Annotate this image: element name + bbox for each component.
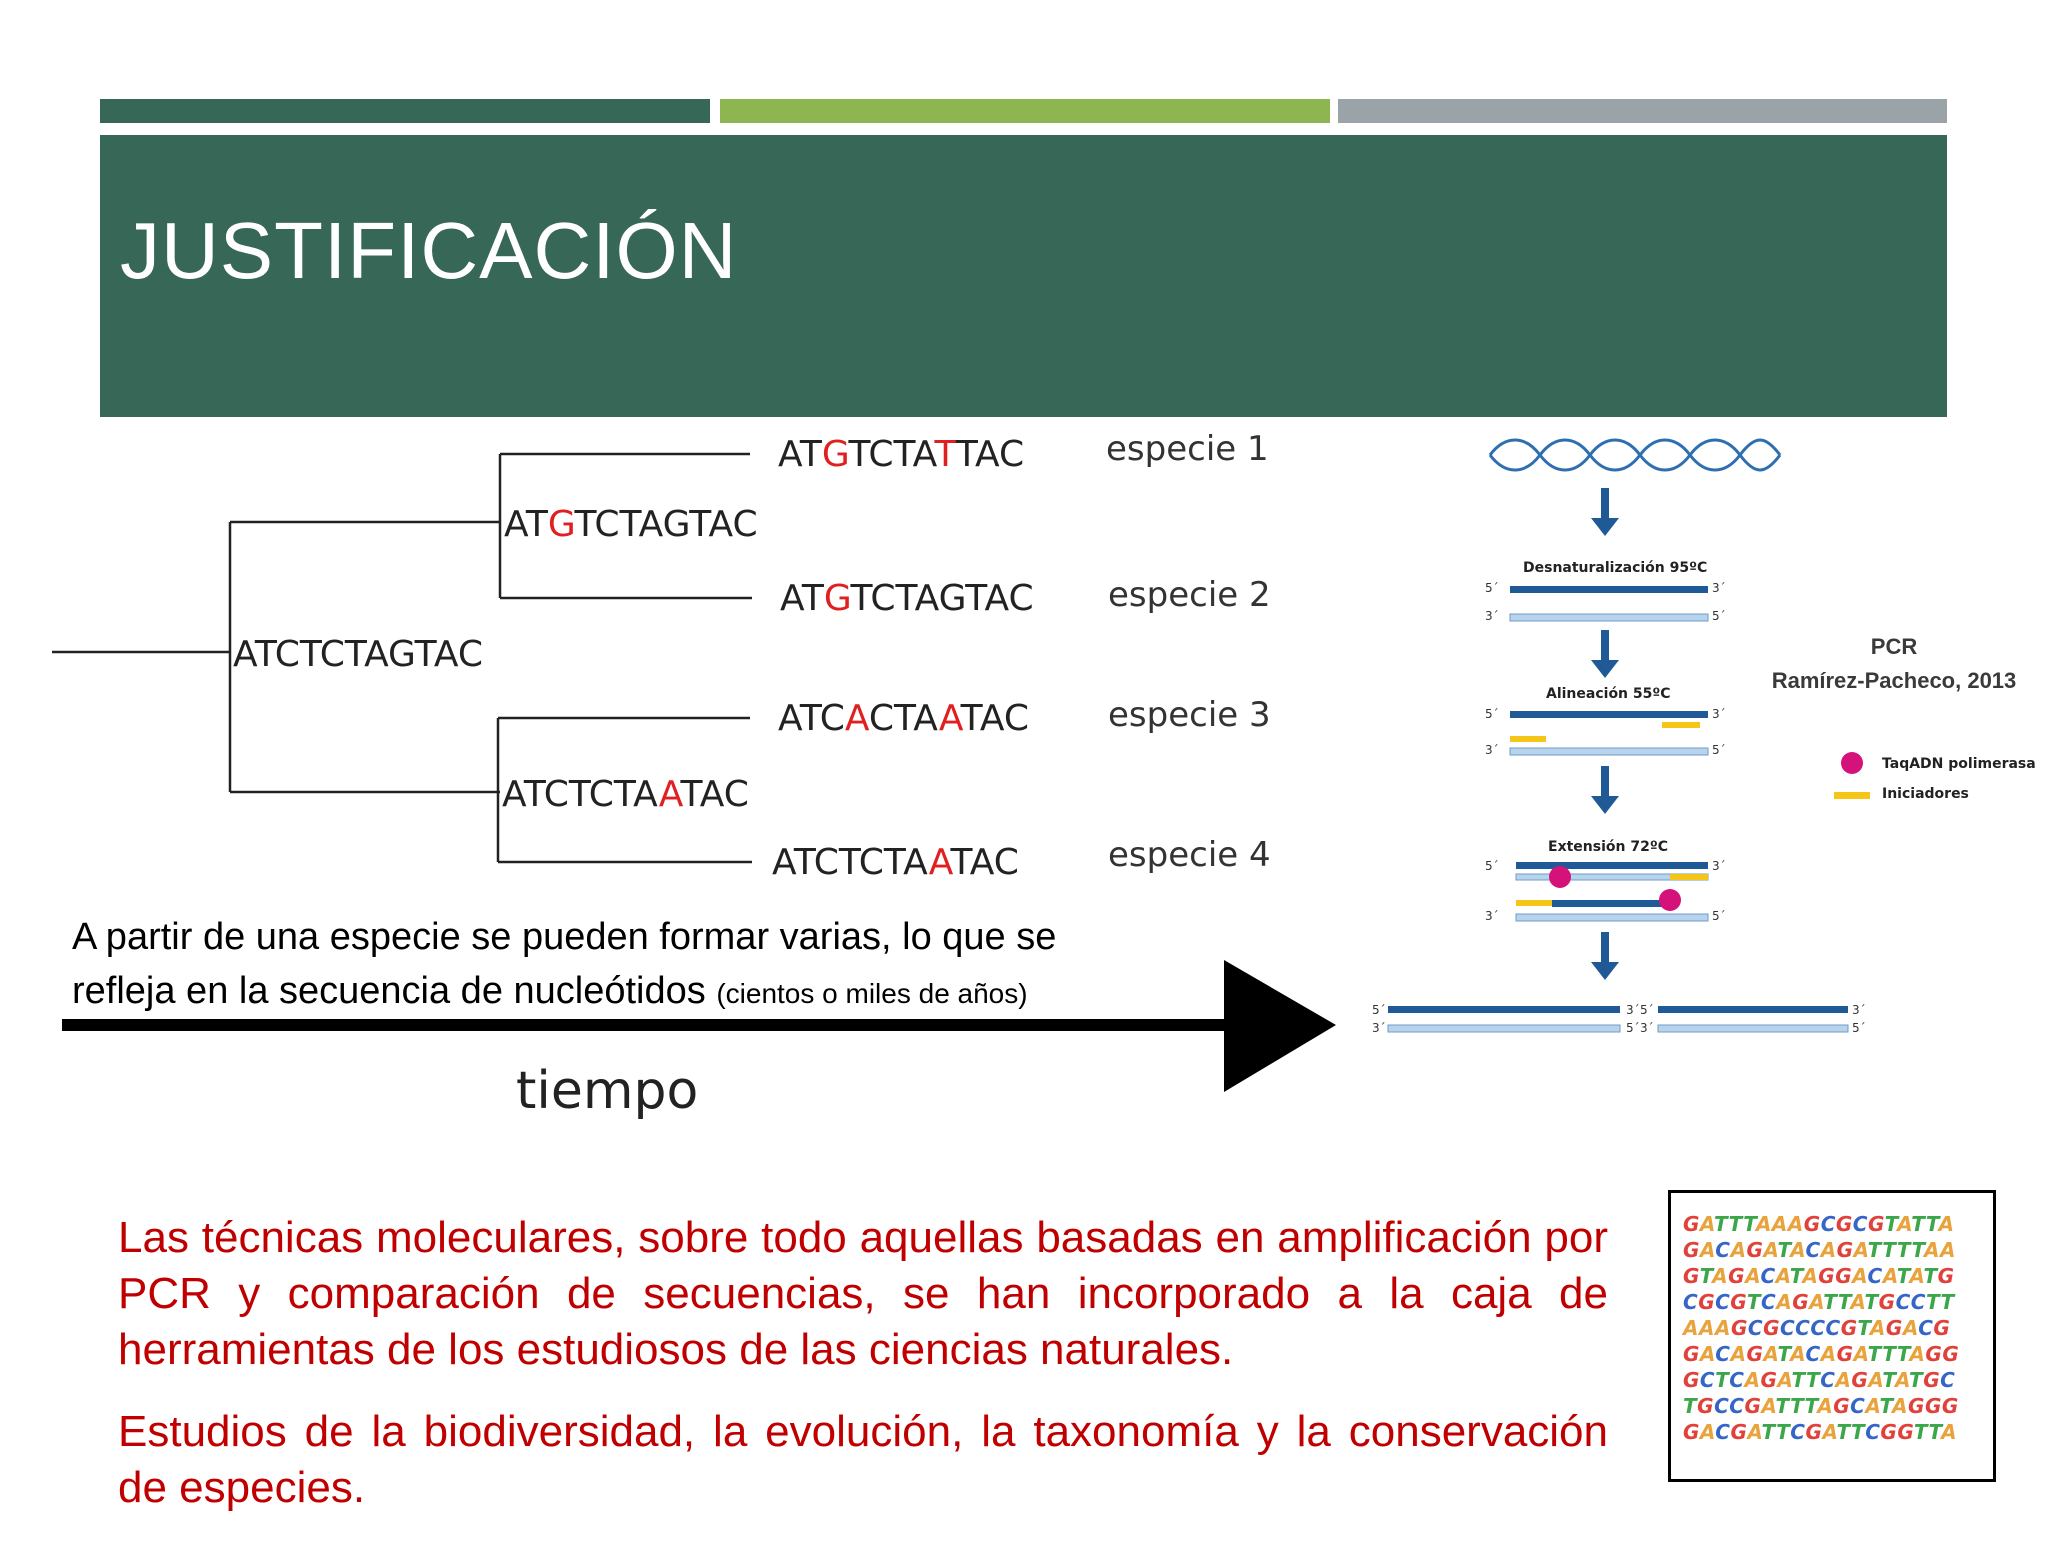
end-label: 5´ bbox=[1485, 581, 1499, 595]
end-label: 3´ bbox=[1852, 1003, 1866, 1017]
pcr-diagram bbox=[1340, 430, 2048, 1050]
end-label: 3´ bbox=[1712, 581, 1726, 595]
step-label-denaturation: Desnaturalización 95ºC bbox=[1523, 560, 1708, 576]
end-label: 3´ bbox=[1640, 1021, 1654, 1035]
caption-line-2 bbox=[72, 964, 1192, 1021]
legend-polymerase-label: TaqADN polimerasa bbox=[1882, 756, 2036, 772]
dna-sequence-line: GCTCAGATTCAGATATGC bbox=[1683, 1368, 1956, 1392]
strand-dark bbox=[1388, 1006, 1620, 1013]
leaf3-sequence: ATCACTAATAC bbox=[778, 698, 1029, 739]
caption-line-2-note: (cientos o miles de años) bbox=[716, 978, 1028, 1009]
pcr-step-arrow-3 bbox=[1591, 766, 1619, 814]
dna-double-helix bbox=[1490, 440, 1780, 470]
end-label: 3´ bbox=[1485, 909, 1499, 923]
time-arrow-head bbox=[1224, 960, 1336, 1092]
strand-dark bbox=[1552, 900, 1668, 907]
legend-primer-label: Iniciadores bbox=[1882, 786, 1969, 802]
dna-sequence-line: TGCCGATTTAGCATAGGG bbox=[1683, 1394, 1959, 1418]
taq-polymerase bbox=[1659, 889, 1681, 911]
pcr-step-arrow-4 bbox=[1591, 932, 1619, 980]
dna-sequence-line: AAAGCGCCCCGTAGACG bbox=[1683, 1316, 1951, 1340]
strand-dark bbox=[1510, 711, 1708, 718]
dna-sequence-line: CGCGTCAGATTATGCCTT bbox=[1683, 1290, 1955, 1314]
primer bbox=[1662, 722, 1700, 728]
accent-bar-3 bbox=[1338, 99, 1947, 123]
end-label: 5´ bbox=[1485, 707, 1499, 721]
end-label: 3´ bbox=[1712, 707, 1726, 721]
end-label: 3´ bbox=[1626, 1003, 1640, 1017]
primer bbox=[1516, 900, 1552, 906]
strand-light bbox=[1516, 914, 1708, 921]
accent-bar-1 bbox=[100, 99, 710, 123]
strand-dark bbox=[1658, 1006, 1848, 1013]
time-label: tiempo bbox=[516, 1061, 699, 1121]
pcr-credit bbox=[1740, 630, 2048, 698]
dna-sequence-box bbox=[1668, 1190, 1996, 1482]
end-label: 5´ bbox=[1712, 609, 1726, 623]
species-label-1: especie 1 bbox=[1106, 429, 1269, 469]
strand-dark bbox=[1510, 586, 1708, 593]
end-label: 3´ bbox=[1485, 609, 1499, 623]
end-label: 3´ bbox=[1372, 1021, 1386, 1035]
node-lower-sequence: ATCTCTAATAC bbox=[502, 774, 749, 815]
strand-light bbox=[1510, 748, 1708, 755]
end-label: 5´ bbox=[1712, 909, 1726, 923]
body-text bbox=[118, 1210, 1608, 1542]
end-label: 5´ bbox=[1712, 743, 1726, 757]
pcr-citation: Ramírez-Pacheco, 2013 bbox=[1771, 668, 2017, 693]
species-label-2: especie 2 bbox=[1108, 575, 1271, 615]
dna-sequence-line: GACAGATACAGATTTAGG bbox=[1683, 1342, 1960, 1366]
leaf2-sequence: ATGTCTAGTAC bbox=[780, 578, 1034, 619]
end-label: 5´ bbox=[1372, 1003, 1386, 1017]
root-sequence: ATCTCTAGTAC bbox=[233, 634, 483, 675]
leaf1-sequence: ATGTCTATTAC bbox=[778, 434, 1025, 475]
caption-line-1: A partir de una especie se pueden formar varias, lo que se bbox=[72, 916, 1057, 958]
dna-double-helix-strand2 bbox=[1490, 440, 1780, 470]
strand-dark bbox=[1516, 862, 1708, 869]
slide-title: JUSTIFICACIÓN bbox=[120, 206, 738, 295]
pcr-title: PCR bbox=[1870, 634, 1918, 659]
dna-sequence-line: GATTTAAAGCGCGTATTA bbox=[1683, 1212, 1955, 1236]
end-label: 5´ bbox=[1640, 1003, 1654, 1017]
dna-sequence-line: GACGATTCGATTCGGTTA bbox=[1683, 1420, 1958, 1444]
end-label: 5´ bbox=[1626, 1021, 1640, 1035]
end-label: 3´ bbox=[1485, 743, 1499, 757]
end-label: 5´ bbox=[1485, 859, 1499, 873]
leaf4-sequence: ATCTCTAATAC bbox=[772, 842, 1019, 883]
dna-sequence-line: GTAGACATAGGACATATG bbox=[1683, 1264, 1955, 1288]
legend-primer-swatch bbox=[1834, 792, 1870, 799]
body-paragraph-1: Las técnicas moleculares, sobre todo aquellas basadas en amplificación por PCR y comparación de secuencias, se han incorporado a la caja de herramientas de los estudiosos de las ciencias naturales. bbox=[118, 1213, 1608, 1374]
step-label-annealing: Alineación 55ºC bbox=[1546, 686, 1671, 702]
legend-polymerase-swatch bbox=[1841, 752, 1863, 774]
body-paragraph-2: Estudios de la biodiversidad, la evolución, la taxonomía y la conservación de especies. bbox=[118, 1407, 1608, 1512]
caption-line-2-main: refleja en la secuencia de nucleótidos bbox=[72, 970, 706, 1012]
taq-polymerase bbox=[1549, 866, 1571, 888]
step-label-extension: Extensión 72ºC bbox=[1548, 839, 1668, 855]
node-upper-sequence: ATGTCTAGTAC bbox=[504, 504, 758, 545]
primer bbox=[1510, 736, 1546, 742]
strand-light bbox=[1510, 614, 1708, 621]
strand-light bbox=[1658, 1025, 1848, 1032]
pcr-step-arrow-2 bbox=[1591, 630, 1619, 678]
end-label: 5´ bbox=[1852, 1021, 1866, 1035]
dna-sequence-line: GACAGATACAGATTTTAA bbox=[1683, 1238, 1956, 1262]
tree-caption bbox=[72, 910, 1192, 1021]
end-label: 3´ bbox=[1712, 859, 1726, 873]
strand-light bbox=[1388, 1025, 1620, 1032]
phylogenetic-tree bbox=[0, 420, 1340, 1140]
species-label-3: especie 3 bbox=[1108, 695, 1271, 735]
species-label-4: especie 4 bbox=[1108, 835, 1271, 875]
pcr-step-arrow-1 bbox=[1591, 488, 1619, 536]
accent-bar-2 bbox=[720, 99, 1330, 123]
primer bbox=[1670, 874, 1708, 880]
